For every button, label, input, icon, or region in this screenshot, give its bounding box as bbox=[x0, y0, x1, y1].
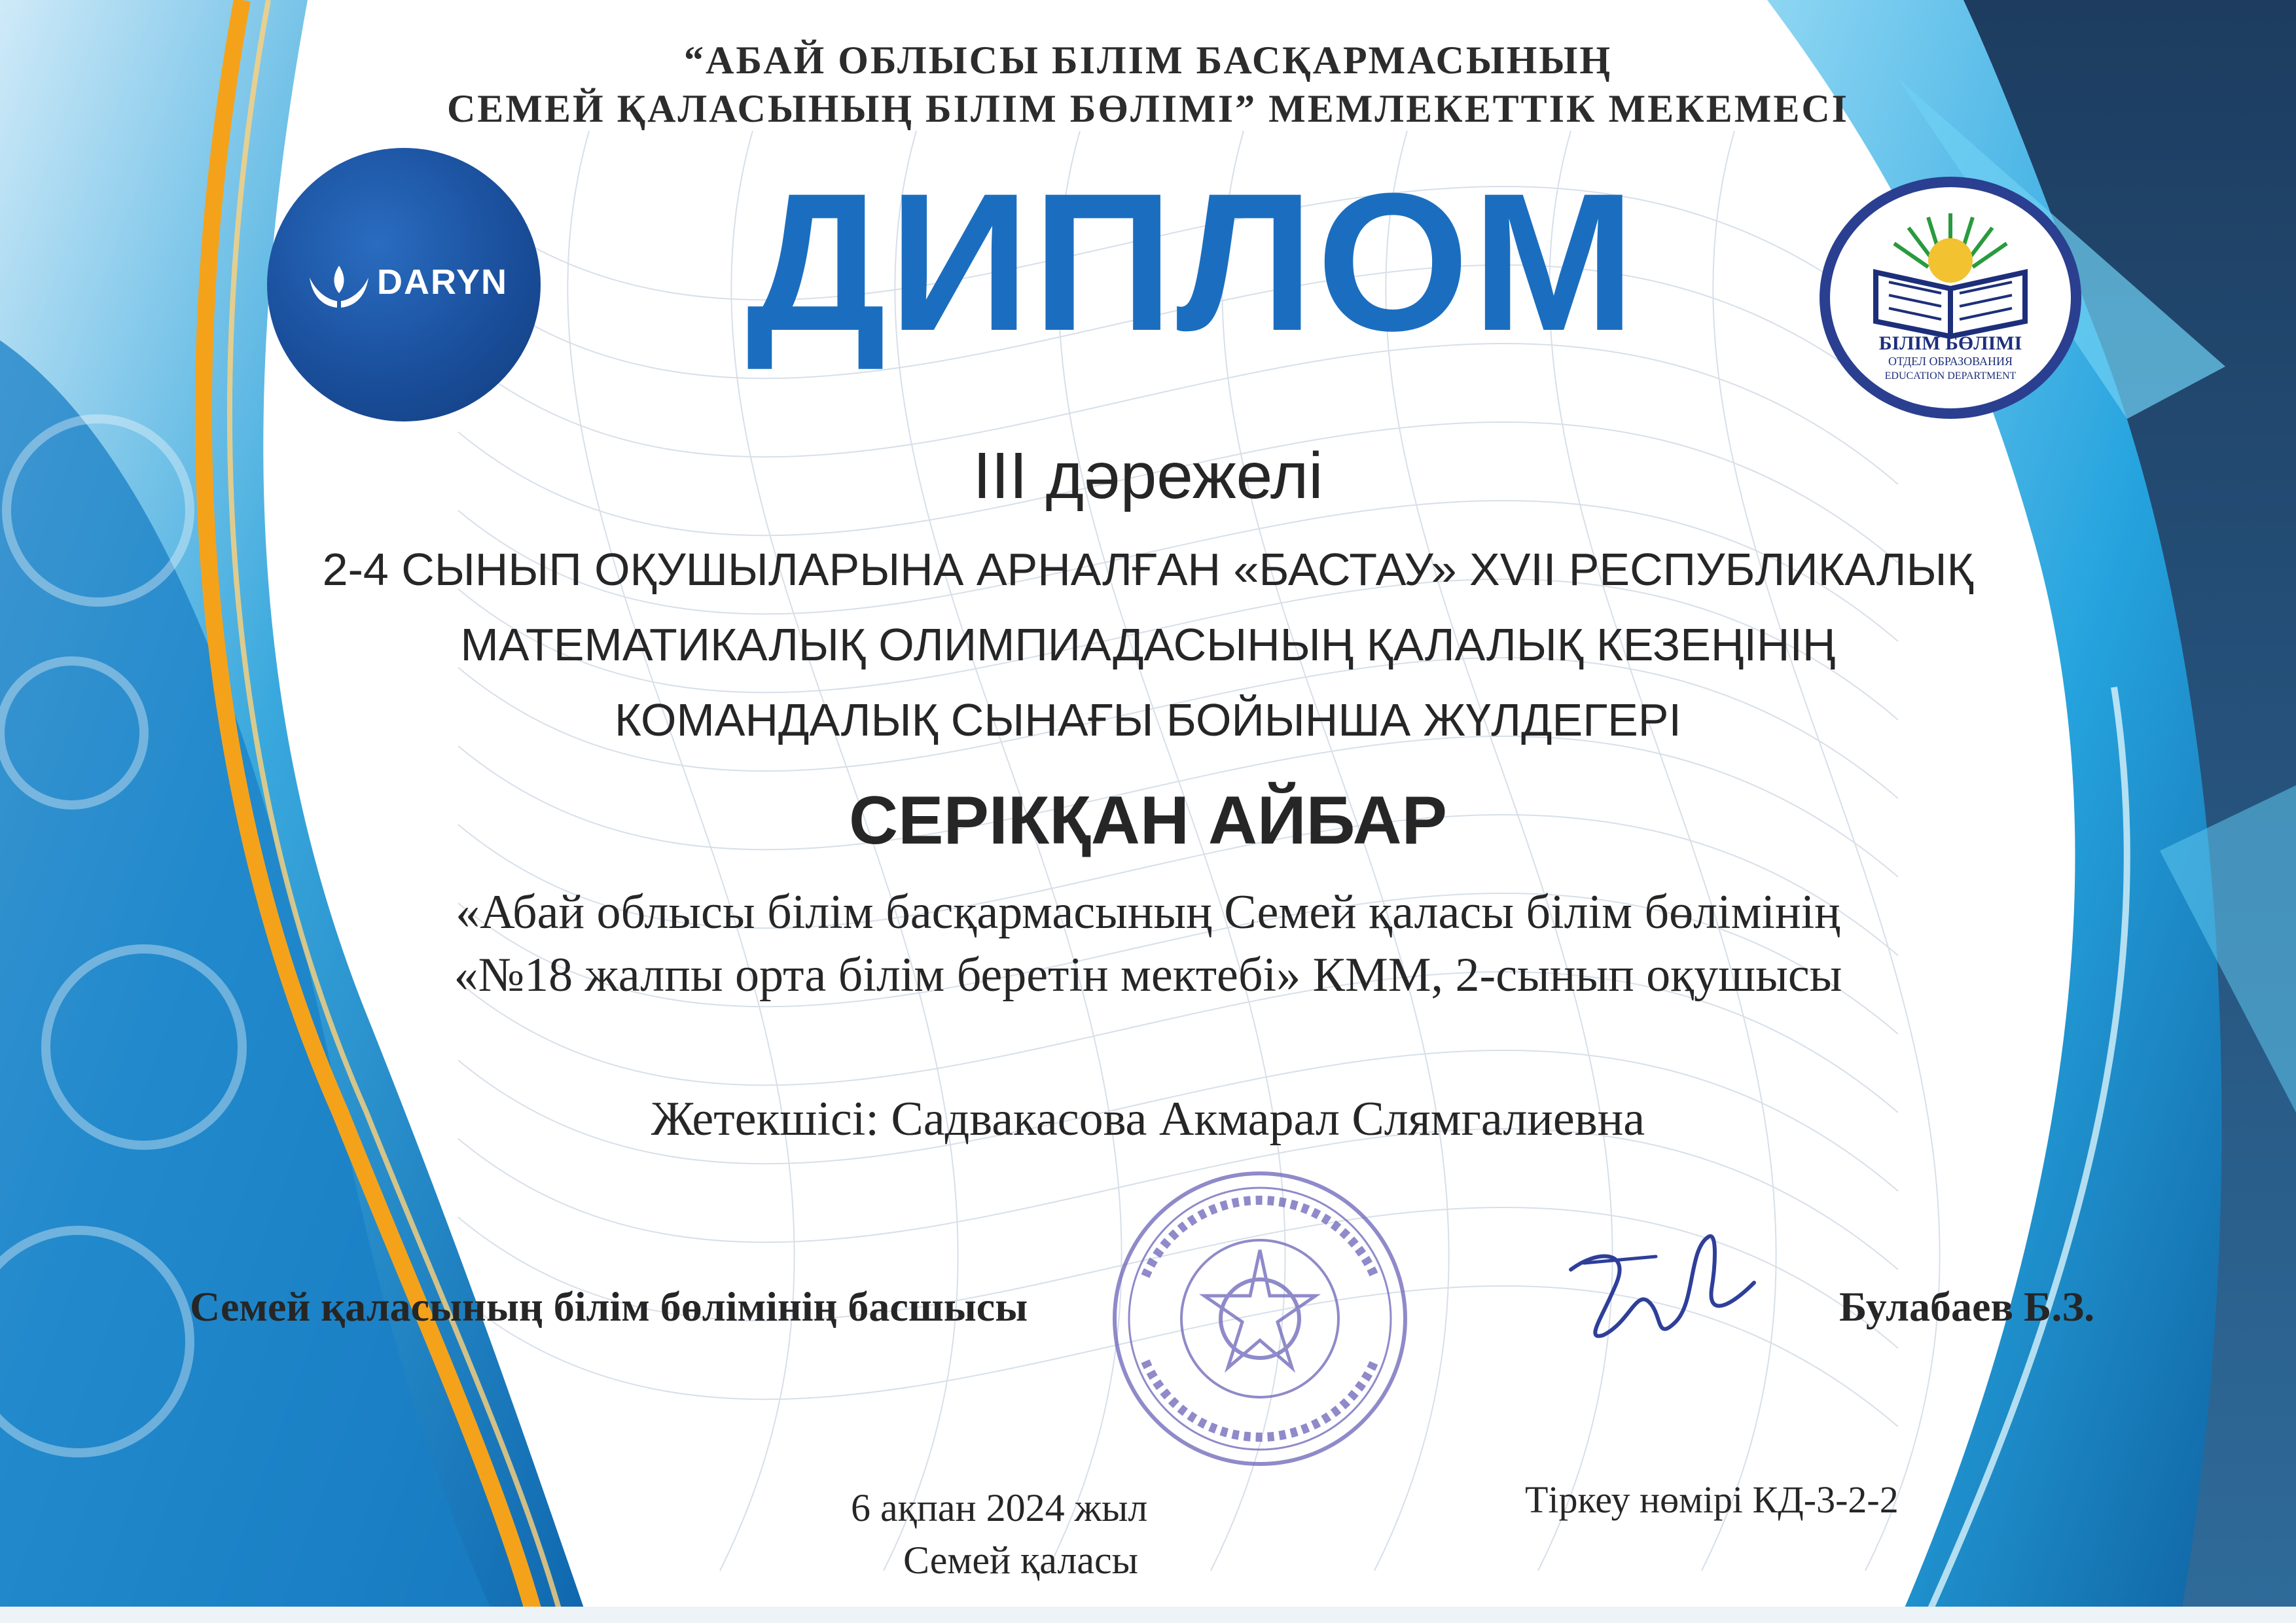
daryn-logo bbox=[267, 148, 541, 421]
organization-line-2: СЕМЕЙ ҚАЛАСЫНЫҢ БІЛІМ БӨЛІМІ” МЕМЛЕКЕТТІК МЕКЕМЕСІ bbox=[446, 87, 1850, 130]
recipient-name: СЕРІКҚАН АЙБАР bbox=[849, 783, 1447, 859]
education-department-logo bbox=[1820, 177, 2081, 419]
official-stamp bbox=[1106, 1165, 1414, 1472]
organization-line-1: “АБАЙ ОБЛЫСЫ БІЛІМ БАСҚАРМАСЫНЫҢ bbox=[684, 39, 1612, 82]
signature bbox=[1558, 1211, 1780, 1368]
issue-city: Семей қаласы bbox=[903, 1539, 1138, 1582]
daryn-wordmark: DARYN bbox=[377, 262, 509, 302]
issue-date: 6 ақпан 2024 жыл bbox=[851, 1486, 1148, 1529]
hands-leaf-icon bbox=[303, 253, 375, 318]
school-line-2: «№18 жалпы орта білім беретін мектебі» КММ, 2-сынып оқушысы bbox=[454, 948, 1842, 1002]
registration-number: Тіркеу нөмірі КД-3-2-2 bbox=[1525, 1478, 1899, 1521]
logo-right-subtitle-en: EDUCATION DEPARTMENT bbox=[1884, 370, 2017, 382]
diploma-degree: III дәрежелі bbox=[973, 439, 1323, 512]
head-of-department-name: Булабаев Б.З. bbox=[1839, 1283, 2095, 1330]
logo-right-title: БІЛІМ БӨЛІМІ bbox=[1878, 332, 2022, 354]
logo-right-subtitle-ru: ОТДЕЛ ОБРАЗОВАНИЯ bbox=[1888, 355, 2013, 368]
diploma-title: ДИПЛОМ bbox=[746, 152, 1638, 372]
mentor-line: Жетекшісі: Садвакасова Акмарал Слямгалиевна bbox=[651, 1092, 1645, 1146]
event-line-1: 2-4 СЫНЫП ОҚУШЫЛАРЫНА АРНАЛҒАН «БАСТАУ» XVII РЕСПУБЛИКАЛЫҚ bbox=[322, 544, 1974, 595]
event-line-3: КОМАНДАЛЫҚ СЫНАҒЫ БОЙЫНША ЖҮЛДЕГЕРІ bbox=[615, 694, 1681, 745]
head-of-department-title: Семей қаласының білім бөлімінің басшысы bbox=[190, 1283, 1028, 1330]
school-line-1: «Абай облысы білім басқармасының Семей қаласы білім бөлімінің bbox=[456, 885, 1840, 939]
event-line-2: МАТЕМАТИКАЛЫҚ ОЛИМПИАДАСЫНЫҢ ҚАЛАЛЫҚ КЕЗЕҢІНІҢ bbox=[460, 619, 1836, 670]
